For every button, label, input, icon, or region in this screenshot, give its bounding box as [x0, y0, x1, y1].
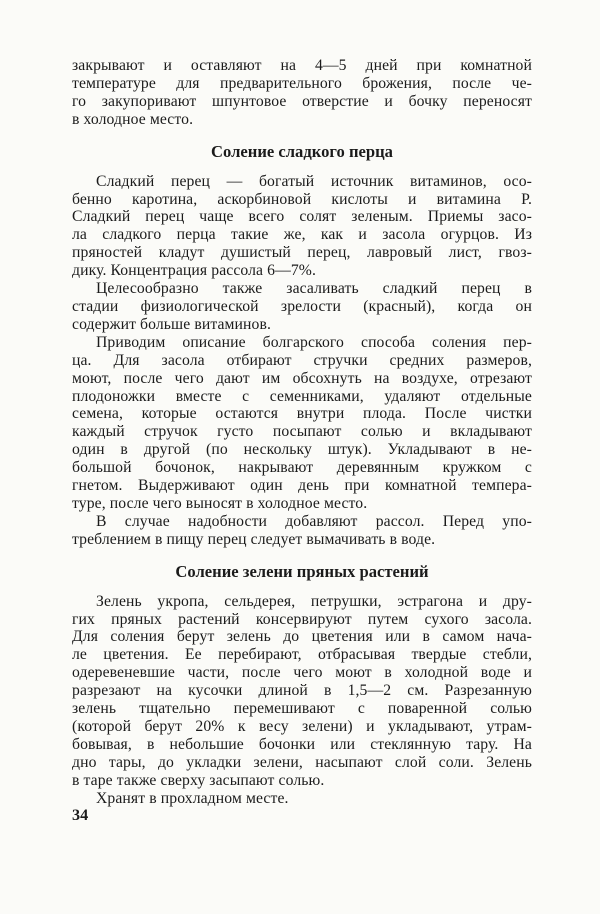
text-line: разрезают на кусочки длиной в 1,5—2 см. Разрезанную [72, 682, 532, 700]
section-heading: Соление зелени пряных растений [175, 561, 429, 581]
paragraph [72, 334, 532, 513]
text-line: каждый стручок густо посыпают солью и вкладывают [72, 423, 532, 441]
text-line: (которой берут 20% к весу зелени) и укладывают, утрам- [72, 718, 532, 735]
text-line: температуре для предварительного брожения, после че- [72, 74, 532, 92]
paragraph [72, 513, 532, 549]
text-line: содержит больше витаминов. [72, 315, 272, 333]
text-line: Зелень укропа, сельдерея, петрушки, эстрагона и дру- [96, 592, 532, 610]
text-line: туре, после чего выносят в холодное место. [72, 494, 368, 512]
paragraph [72, 57, 532, 129]
text-line: Для соления берут зелень до цветения или в самом нача- [72, 628, 532, 646]
text-line: го закупоривают шпунтовое отверстие и бочку переносят [72, 92, 532, 110]
text-line: в таре также сверху засыпают солью. [72, 771, 325, 789]
text-line: ла сладкого перца такие же, как и засола огурцов. Из [72, 226, 532, 244]
paragraph [72, 790, 532, 808]
text-line: ле цветения. Ее перебирают, отбрасывая твердые стебли, [72, 646, 532, 664]
text-line: Целесообразно также засаливать сладкий перец в [96, 280, 532, 298]
text-line: пряностей кладут душистый перец, лавровый лист, гвоз- [72, 244, 532, 262]
text-line: одеревеневшие части, после чего моют в холодной воде и [72, 664, 532, 682]
text-line: дно тары, до укладки зелени, насыпают слой соли. Зелень [72, 753, 532, 771]
text-line: семена, которые остаются внутри плода. После чистки [72, 405, 532, 423]
text-line: Хранят в прохладном месте. [96, 789, 289, 807]
text-line: ца. Для засола отбирают стручки средних размеров, [72, 351, 532, 369]
text-line: бенно каротина, аскорбиновой кислоты и витамина Р. [72, 190, 532, 208]
paragraph [72, 173, 532, 280]
text-line: дику. Концентрация рассола 6—7%. [72, 262, 316, 280]
text-line: закрывают и оставляют на 4—5 дней при комнатной [72, 57, 532, 74]
text-line: в холодное место. [72, 110, 194, 128]
section-heading: Соление сладкого перца [211, 141, 393, 161]
text-line: стадии физиологической зрелости (красный), когда он [72, 297, 532, 315]
text-line: В случае надобности добавляют рассол. Перед упо- [96, 512, 532, 530]
text-line: треблением в пищу перец следует вымачивать в воде. [72, 530, 436, 548]
text-column [72, 57, 532, 808]
paragraph [72, 280, 532, 334]
paragraph [72, 593, 532, 790]
text-line: гих пряных растений консервируют путем сухого засола. [72, 610, 532, 628]
page-number: 34 [72, 806, 89, 824]
text-line: бовывая, в небольшие бочонки или стеклянную тару. На [72, 735, 532, 753]
text-line: Сладкий перец чаще всего солят зеленым. Приемы засо- [72, 208, 532, 226]
text-line: Приводим описание болгарского способа соления пер- [96, 333, 532, 351]
text-line: один в другой (по нескольку штук). Укладывают в не- [72, 441, 532, 459]
text-line: большой бочонок, накрывают деревянным кружком с [72, 459, 532, 477]
text-line: плодоножки вместе с семенниками, удаляют отдельные [72, 387, 532, 405]
text-line: зелень тщательно перемешивают с поваренной солью [72, 700, 532, 718]
text-line: моют, после чего дают им обсохнуть на воздухе, отрезают [72, 369, 532, 387]
text-line: гнетом. Выдерживают один день при комнатной темпера- [72, 477, 532, 495]
text-line: Сладкий перец — богатый источник витаминов, осо- [96, 172, 532, 190]
